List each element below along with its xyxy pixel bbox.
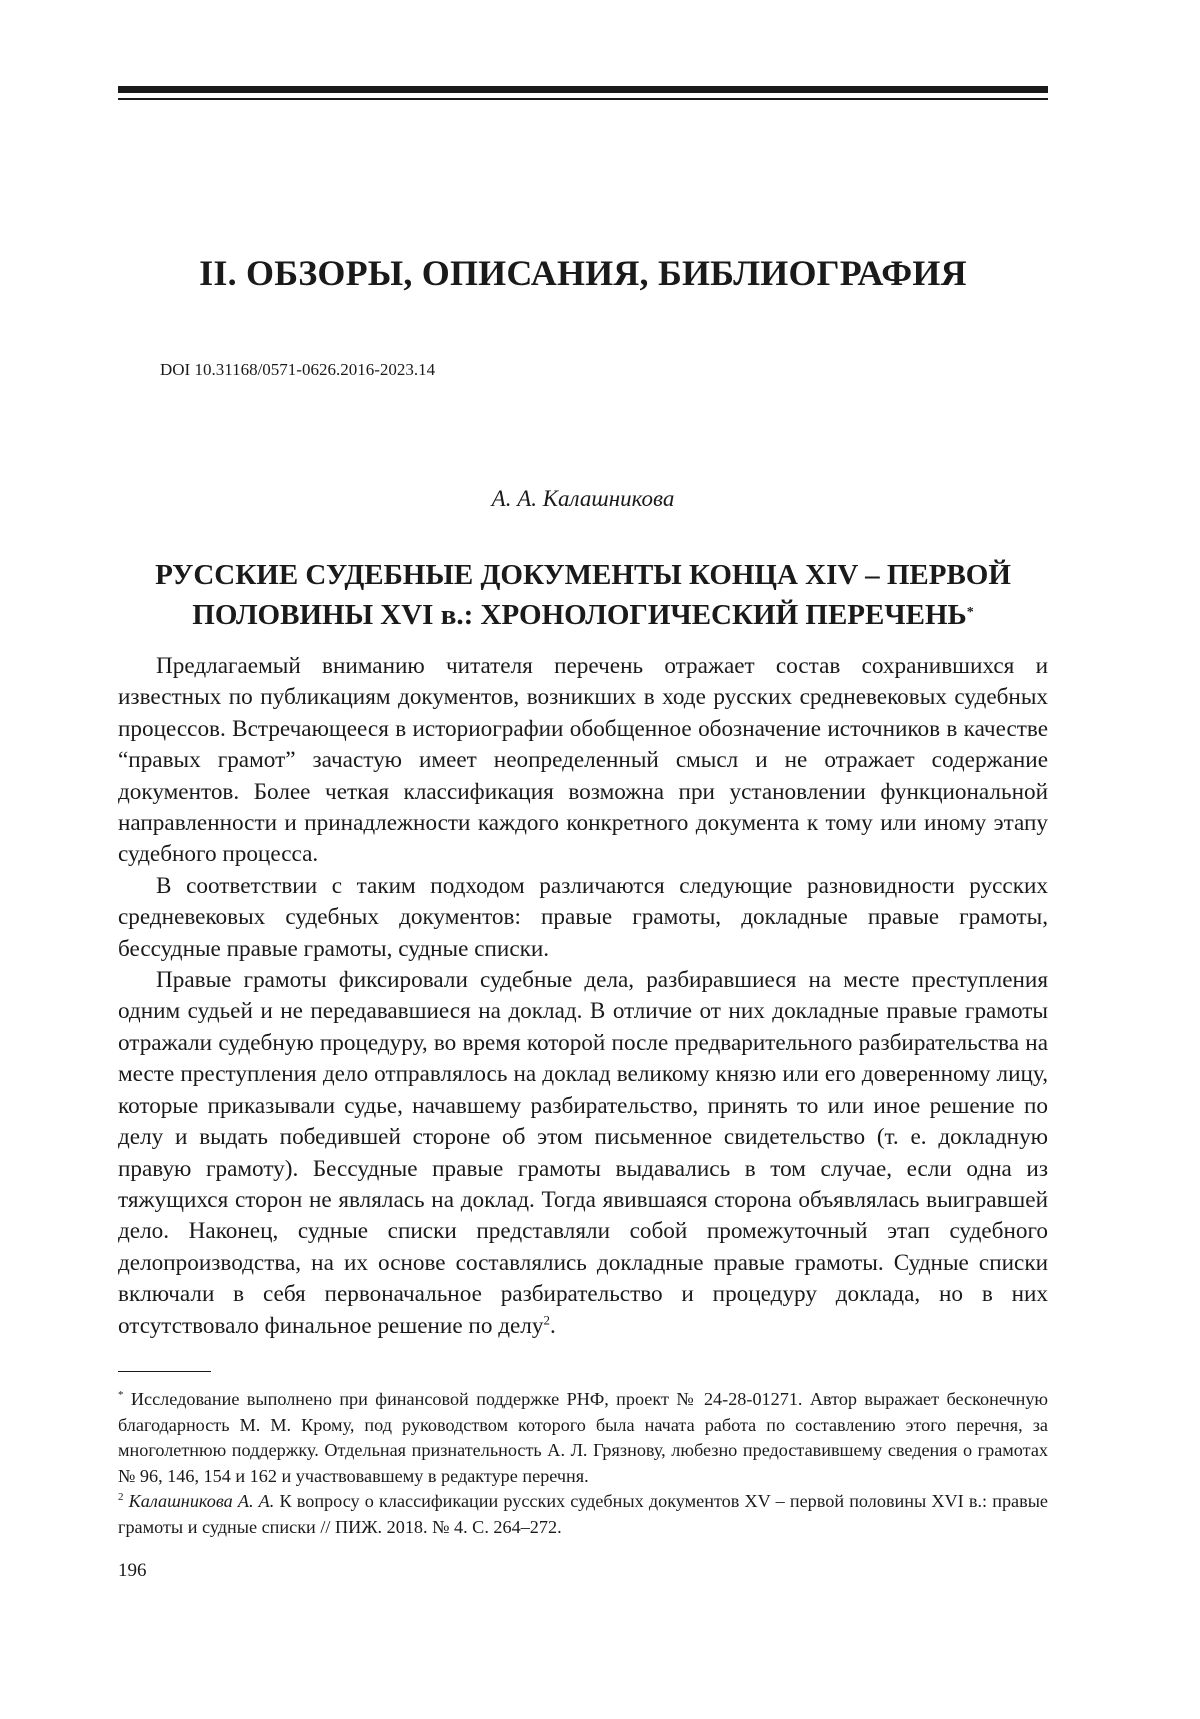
author-name: А. А. Калашникова xyxy=(118,486,1048,512)
article-title xyxy=(118,555,1048,635)
footnote-mark: 2 xyxy=(118,1491,124,1503)
footnote xyxy=(118,1489,1048,1540)
paragraph-text: В соответствии с таким подходом различаются следующие разновидности русских средневековых судебных документов: правые грамоты, докладные правые грамоты, бессудные правые грамоты, судные списки. xyxy=(118,873,1048,962)
paragraph: Предлагаемый вниманию читателя перечень отражает состав сохранившихся и известных по публикациям документов, возникших в ходе русских средневековых судебных процессов. Встречающееся в историографии обобщенное обозначение источников в качестве “правых грамот” зачастую имеет неопределенный смысл и не отражает содержание документов. Более четкая классификация возможна при установлении функциональной направленности и принадлежности каждого конкретного документа к тому или иному этапу судебного процесса. xyxy=(118,651,1048,871)
page-number: 196 xyxy=(118,1560,147,1582)
footnote-text: К вопросу о классификации русских судебных документов XV – первой половины XVI в.: правые грамоты и судные списки // ПИЖ. 2018. № 4. С. 264–272. xyxy=(118,1491,1048,1537)
article-title-line2 xyxy=(118,595,1048,635)
footnote-mark: * xyxy=(118,1389,124,1401)
paragraph xyxy=(118,871,1048,965)
section-title: II. ОБЗОРЫ, ОПИСАНИЯ, БИБЛИОГРАФИЯ xyxy=(118,252,1048,294)
article-title-line1: РУССКИЕ СУДЕБНЫЕ ДОКУМЕНТЫ КОНЦА XIV – ПЕРВОЙ xyxy=(118,555,1048,595)
header-rule-thin xyxy=(118,98,1048,100)
paragraph-text: Правые грамоты фиксировали судебные дела, разбиравшиеся на месте преступления одним судьей и не передававшиеся на доклад. В отличие от них докладные правые грамоты отражали судебную процедуру, во время которой после предварительного разбирательства на месте преступления дело отправлялось на доклад великому князю или его доверенному лицу, которые приказывали судье, начавшему разбирательство, принять то или иное решение по делу и выдать победившей стороне об этом письменное свидетельство (т. е. докладную правую грамоту). Бессудные правые грамоты выдавались в том случае, если одна из тяжущихся сторон не являлась на доклад. Тогда явившаяся сторона объявлялась выигравшей дело. Наконец, судные списки представляли собой промежуточный этап судебного делопроизводства, на их основе составлялись докладные правые грамоты. Судные списки включали в себя первоначальное разбирательство и процедуру доклада, но в них отсутствовало финальное решение по делу xyxy=(118,967,1048,1338)
footnote-reference: 2 xyxy=(543,1312,550,1327)
footnote xyxy=(118,1387,1048,1489)
article-title-line2-text: ПОЛОВИНЫ XVI в.: ХРОНОЛОГИЧЕСКИЙ ПЕРЕЧЕНЬ xyxy=(192,599,966,631)
footnotes xyxy=(118,1387,1048,1541)
footnote-separator xyxy=(118,1371,211,1372)
paragraph-end: . xyxy=(550,1313,556,1339)
header-rule-thick xyxy=(118,86,1048,93)
article-body xyxy=(118,651,1048,1342)
doi: DOI 10.31168/0571-0626.2016-2023.14 xyxy=(160,360,435,380)
footnote-text: Исследование выполнено при финансовой поддержке РНФ, проект № 24-28-01271. Автор выражает бесконечную благодарность М. М. Крому, под руководством которого была начата работа по составлению этого перечня, за многолетнюю поддержку. Отдельная признательность А. Л. Грязнову, любезно предоставившему сведения о грамотах № 96, 146, 154 и 162 и участвовавшему в редактуре перечня. xyxy=(118,1389,1048,1486)
footnote-author: Калашникова А. А. xyxy=(129,1491,275,1511)
paragraph xyxy=(118,965,1048,1342)
title-footnote-mark: * xyxy=(967,605,974,620)
